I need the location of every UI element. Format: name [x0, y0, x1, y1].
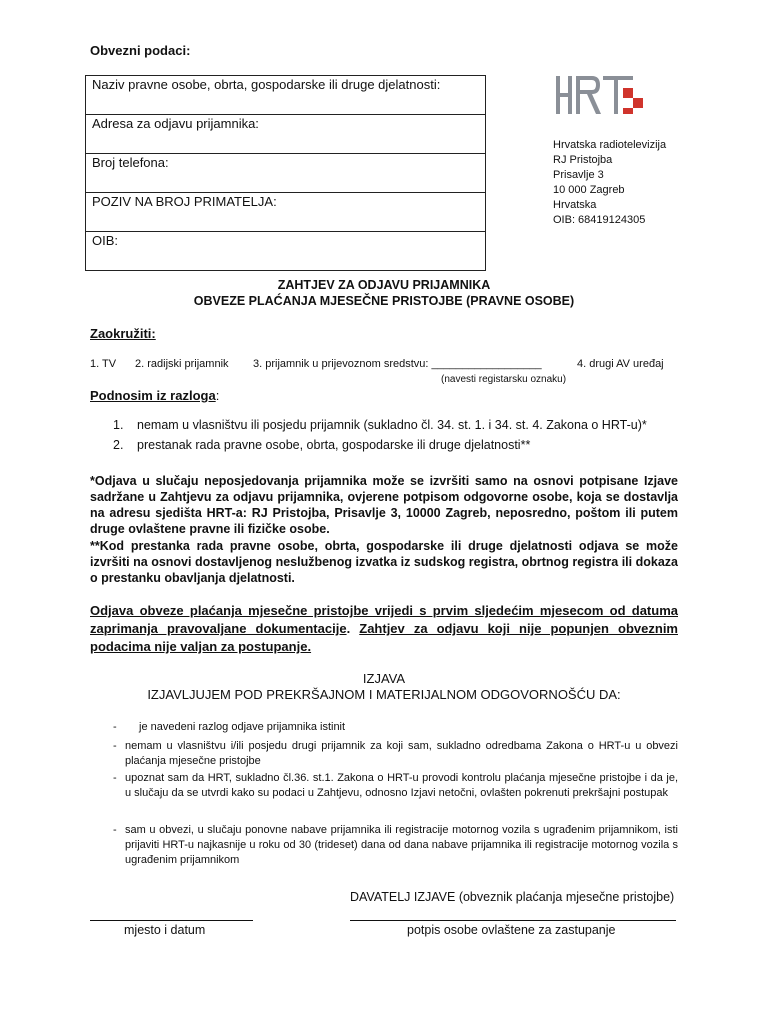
- declaration-text: je navedeni razlog odjave prijamnika istinit: [139, 721, 346, 733]
- address-line: Hrvatska radiotelevizija: [553, 139, 667, 151]
- signature-caption: potpis osobe ovlaštene za zastupanje: [407, 923, 616, 937]
- place-date-line[interactable]: [90, 920, 253, 921]
- reason-number: 1.: [113, 418, 124, 432]
- bullet-dash: -: [113, 824, 117, 836]
- reason-number: 2.: [113, 438, 124, 452]
- bullet-dash: -: [113, 772, 117, 784]
- reasons-title-text: Podnosim iz razloga: [90, 388, 216, 403]
- field-label: Naziv pravne osobe, obrta, gospodarske ili druge djelatnosti:: [92, 77, 441, 92]
- declaration-text: nemam u vlasništvu i/ili posjedu drugi prijamnik za koji sam, sukladno odredbama Zakona o HRT-u u obvezi plaćanja mjesečne pristojbe: [125, 740, 678, 767]
- declarant-label: DAVATELJ IZJAVE (obveznik plaćanja mjesečne pristojbe): [350, 890, 675, 904]
- document-title-line2: OBVEZE PLAĆANJA MJESEČNE PRISTOJBE (PRAVNE OSOBE): [193, 294, 575, 308]
- option-other-av-device[interactable]: 4. drugi AV uređaj: [577, 358, 664, 370]
- signature-line[interactable]: [350, 920, 676, 921]
- note-business-closure: **Kod prestanka rada pravne osobe, obrta, gospodarske ili druge djelatnosti odjava se može izvršiti na osnovi dostavljenog neslužbenog izvatka iz sudskog registra, obrtnog registra ili dokaza o prestanku obavljanja djelatnosti.: [90, 539, 678, 585]
- reason-text: prestanak rada pravne osobe, obrta, gospodarske ili druge djelatnosti**: [137, 438, 531, 452]
- declaration-subtitle: IZJAVLJUJEM POD PREKRŠAJNOM I MATERIJALNOM ODGOVORNOŠĆU DA:: [147, 687, 621, 702]
- field-address[interactable]: [86, 115, 486, 154]
- validity-notice: [90, 602, 678, 656]
- place-date-caption: mjesto i datum: [124, 923, 206, 937]
- reason-item[interactable]: [113, 418, 647, 432]
- option-radio[interactable]: 2. radijski prijamnik: [135, 358, 229, 370]
- page-title: Obvezni podaci:: [90, 43, 191, 58]
- recipient-address: [553, 138, 666, 228]
- reason-text: nemam u vlasništvu ili posjedu prijamnik (sukladno čl. 34. st. 1. i 34. st. 4. Zakona o HRT-u)*: [137, 418, 647, 432]
- bullet-dash: -: [113, 721, 117, 733]
- field-company-name[interactable]: [86, 76, 486, 115]
- declaration-text: upoznat sam da HRT, sukladno čl.36. st.1. Zakona o HRT-u provodi kontrolu plaćanja mjesečne pristojbe i da je, u slučaju da se utvrdi kako su podaci u Zahtjevu, odnosno Izjavi netočni, ovlašten pokrenuti prekršajni postupak: [125, 772, 678, 799]
- field-label: OIB:: [92, 233, 119, 248]
- validity-part2: .: [346, 621, 360, 636]
- address-line: RJ Pristojba: [553, 154, 613, 166]
- field-reference-number[interactable]: [86, 193, 486, 232]
- registration-note: (navesti registarsku oznaku): [441, 374, 567, 385]
- address-line: Hrvatska: [553, 199, 597, 211]
- validity-part3: Zahtjev za odjavu koji nije popunjen obveznim podacima nije valjan za postupanje.: [90, 621, 678, 654]
- declaration-item: [113, 739, 678, 769]
- field-oib[interactable]: [86, 232, 486, 271]
- field-phone[interactable]: [86, 154, 486, 193]
- bullet-dash: -: [113, 740, 117, 752]
- declaration-item: [113, 771, 678, 801]
- note-no-receiver: *Odjava u slučaju neposjedovanja prijamnika može se izvršiti samo na osnovi potpisane Izjave sadržane u Zahtjevu za odjavu prijamnika, ovjerene potpisom odgovorne osobe, koja se dostavlja na adresu sjedišta HRT-a: RJ Pristojba, Prisavlje 3, 10000 Zagreb, neposredno, poštom ili putem druge ovlaštene pravne ili fizičke osobe.: [90, 474, 678, 536]
- reason-item[interactable]: [113, 438, 530, 452]
- option-tv[interactable]: 1. TV: [90, 358, 117, 370]
- validity-part1: Odjava obveze plaćanja mjesečne pristojbe vrijedi s prvim sljedećim mjesecom od datuma zaprimanja pravovaljane dokumentacije: [90, 603, 678, 636]
- address-line: OIB: 68419124305: [553, 214, 646, 226]
- address-line: Prisavlje 3: [553, 169, 604, 181]
- document-title-line1: ZAHTJEV ZA ODJAVU PRIJAMNIKA: [277, 278, 491, 292]
- declaration-text: sam u obvezi, u slučaju ponovne nabave prijamnika ili registracije motornog vozila s ugrađenim prijamnikom, isti prijaviti HRT-u najkasnije u roku od 30 (trideset) dana od dana nabave prijamnika ili registracije motornog vozila s ugrađenim prijamnikom: [125, 824, 678, 866]
- declaration-item: [113, 823, 678, 868]
- address-line: 10 000 Zagreb: [553, 184, 625, 196]
- hrt-logo: [556, 74, 644, 116]
- field-label: Adresa za odjavu prijamnika:: [92, 116, 259, 131]
- reasons-title-colon: :: [215, 388, 220, 403]
- declaration-title: IZJAVA: [362, 671, 406, 686]
- option-vehicle-receiver[interactable]: 3. prijamnik u prijevoznom sredstvu: __________________: [253, 358, 542, 370]
- field-label: POZIV NA BROJ PRIMATELJA:: [92, 194, 277, 209]
- field-label: Broj telefona:: [92, 155, 169, 170]
- mandatory-data-table: [85, 75, 486, 271]
- circle-label: Zaokružiti:: [90, 326, 156, 341]
- reasons-title: [90, 388, 219, 403]
- declaration-item: [113, 720, 678, 735]
